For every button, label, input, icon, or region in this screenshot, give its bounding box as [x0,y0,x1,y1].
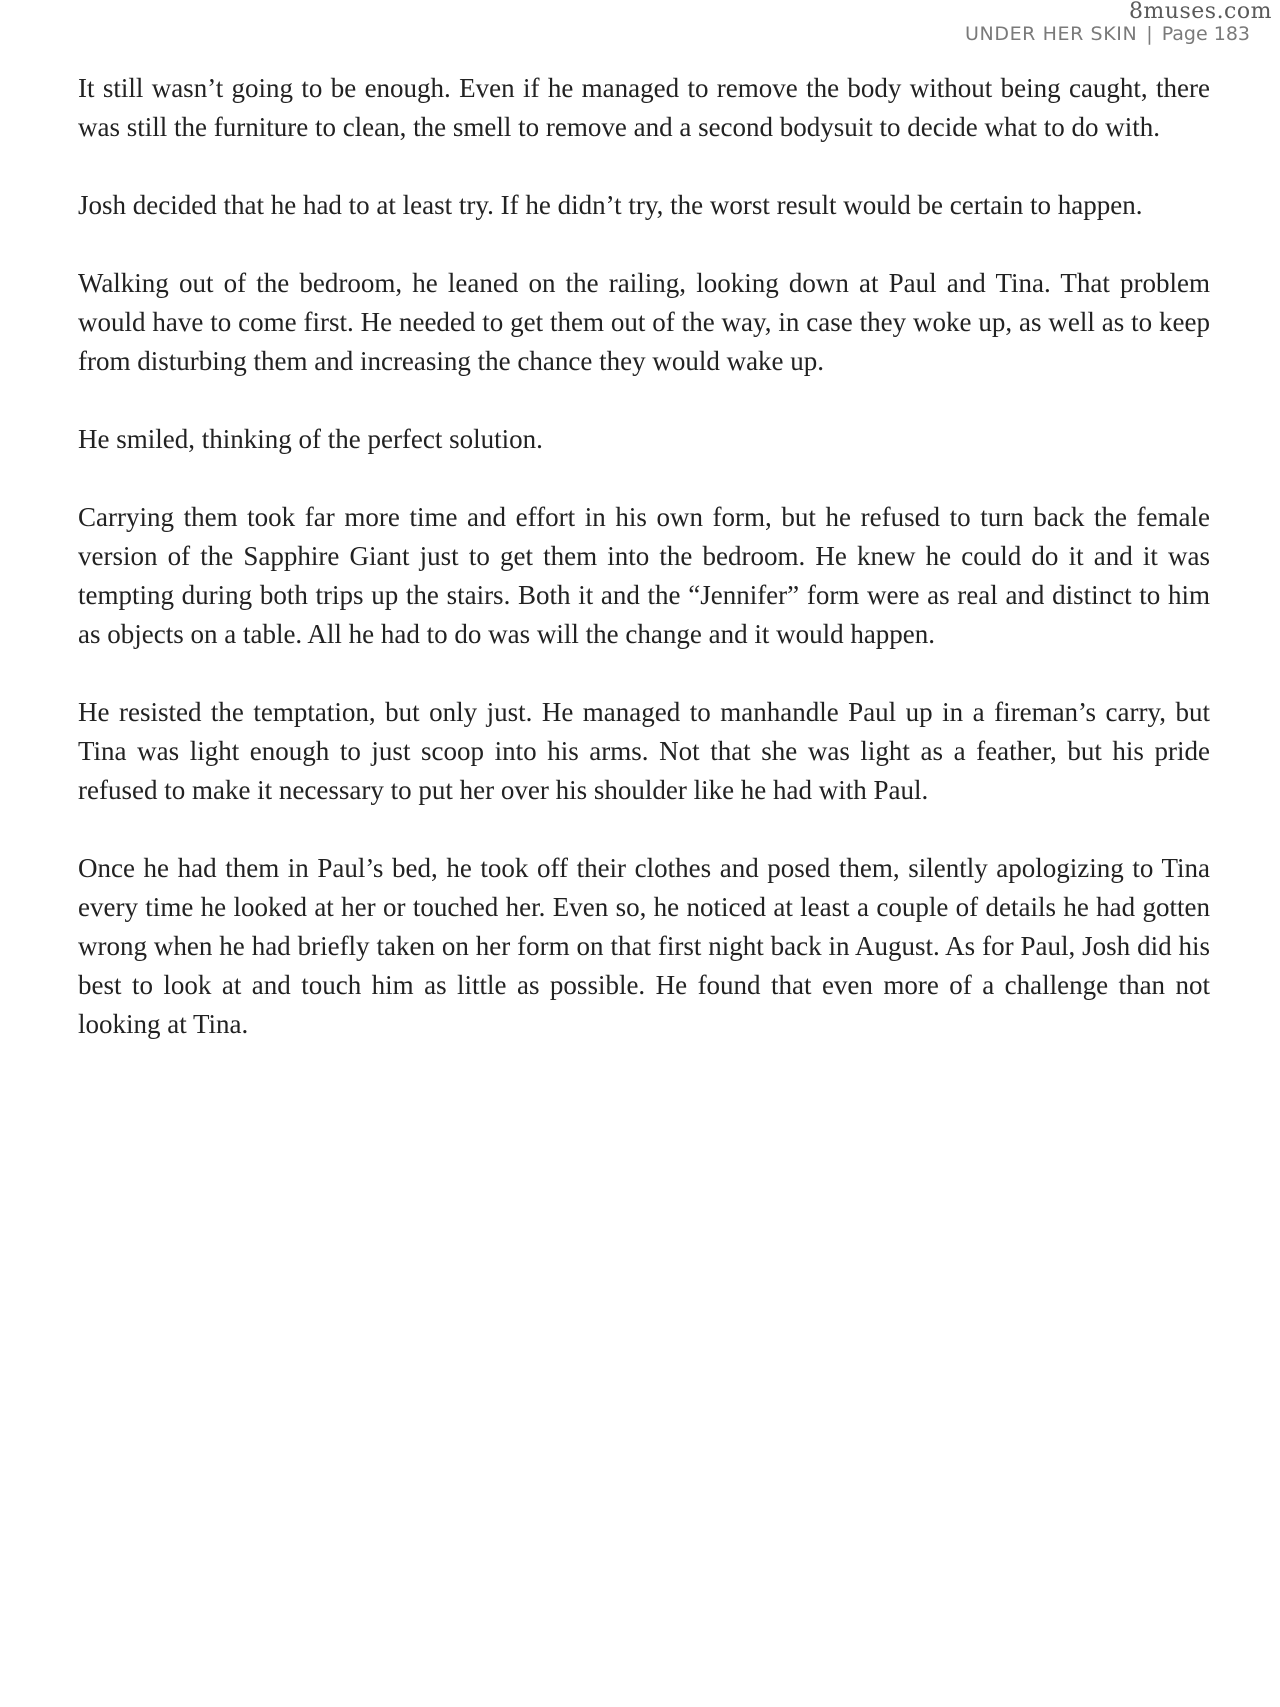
paragraph-3: Walking out of the bedroom, he leaned on the railing, looking down at Paul and Tina. That problem would have to come first. He needed to get them out of the way, in case they woke up, as well as to keep from disturbing them and increasing the chance they would wake up. [78,268,1210,376]
paragraph-1: It still wasn’t going to be enough. Even if he managed to remove the body without being caught, there was still the furniture to clean, the smell to remove and a second bodysuit to decide what to do with. [78,73,1210,142]
running-header [965,23,1250,45]
paragraph-5: Carrying them took far more time and effort in his own form, but he refused to turn back the female version of the Sapphire Giant just to get them into the bedroom. He knew he could do it and it was tempting during both trips up the stairs. Both it and the “Jennifer” form were as real and distinct to him as objects on a table. All he had to do was will the change and it would happen. [78,502,1210,649]
paragraph-2: Josh decided that he had to at least try. If he didn’t try, the worst result would be certain to happen. [78,190,1143,220]
paragraph-6: He resisted the temptation, but only just. He managed to manhandle Paul up in a fireman’s carry, but Tina was light enough to just scoop into his arms. Not that she was light as a feather, but his pride refused to make it necessary to put her over his shoulder like he had with Paul. [78,697,1210,805]
book-title: UNDER HER SKIN [965,23,1138,45]
site-watermark: 8muses.com [1128,0,1272,24]
page-number: Page 183 [1161,23,1250,45]
paragraph-7: Once he had them in Paul’s bed, he took off their clothes and posed them, silently apologizing to Tina every time he looked at her or touched her. Even so, he noticed at least a couple of details he had gotten wrong when he had briefly taken on her form on that first night back in August. As for Paul, Josh did his best to look at and touch him as little as possible. He found that even more of a challenge than not looking at Tina. [78,853,1210,1039]
paragraph-4: He smiled, thinking of the perfect solution. [78,424,543,454]
page-body [78,69,1210,1083]
header-separator: | [1146,23,1153,45]
